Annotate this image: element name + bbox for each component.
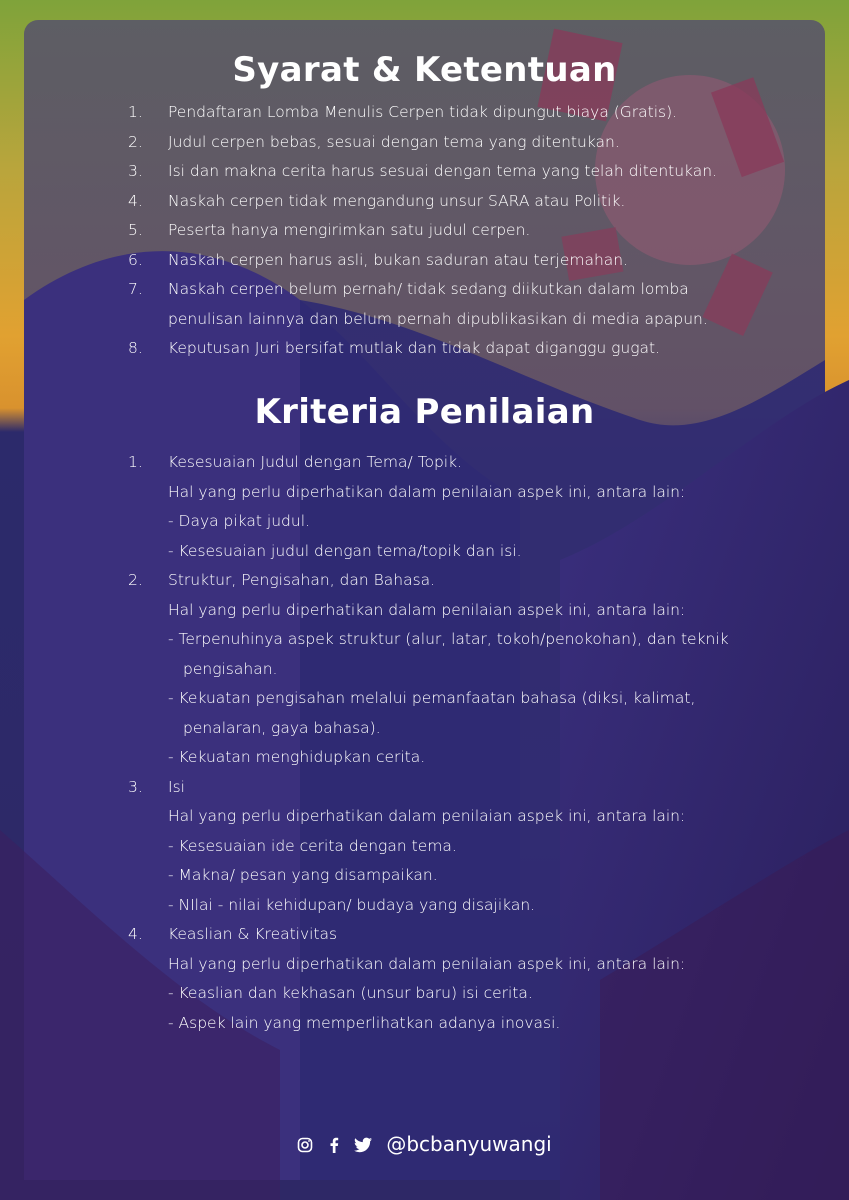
item-text: Naskah cerpen belum pernah/ tidak sedang diikutkan dalam lomba penulisan lainnya dan belum pernah dipublikasikan di media apapun. — [168, 280, 708, 328]
criteria-title: Keaslian & Kreativitas — [168, 925, 338, 943]
kriteria-item — [128, 448, 768, 566]
syarat-item — [128, 128, 768, 158]
criteria-point: - Kekuatan pengisahan melalui pemanfaatan bahasa (diksi, kalimat, penalaran, gaya bahasa). — [168, 689, 696, 737]
criteria-point: - Kesesuaian ide cerita dengan tema. — [168, 836, 457, 855]
criteria-point: - Daya pikat judul. — [168, 512, 310, 530]
instagram-icon[interactable] — [297, 1134, 313, 1158]
item-number: 5. — [128, 221, 143, 239]
kriteria-heading: Kriteria Penilaian — [254, 392, 595, 432]
item-text: Naskah cerpen harus asli, bukan saduran atau terjemahan. — [168, 250, 629, 269]
item-number: 6. — [128, 250, 143, 269]
syarat-item — [128, 216, 768, 246]
item-number: 2. — [128, 132, 143, 151]
syarat-item — [128, 334, 768, 364]
item-number: 2. — [128, 571, 143, 589]
kriteria-list — [128, 448, 768, 1038]
criteria-point: - Terpenuhinya aspek struktur (alur, latar, tokoh/penokohan), dan teknik pengisahan. — [168, 630, 729, 678]
criteria-intro: Hal yang perlu diperhatikan dalam penilaian aspek ini, antara lain: — [168, 807, 686, 825]
criteria-point: - Kekuatan menghidupkan cerita. — [168, 748, 426, 766]
twitter-icon[interactable] — [354, 1134, 372, 1158]
kriteria-item — [128, 773, 768, 921]
item-text: Keputusan Juri bersifat mutlak dan tidak dapat diganggu gugat. — [168, 339, 661, 357]
criteria-point: - Keaslian dan kekhasan (unsur baru) isi cerita. — [168, 984, 533, 1002]
criteria-point: - Makna/ pesan yang disampaikan. — [168, 866, 438, 884]
footer — [0, 1132, 849, 1158]
kriteria-item — [128, 920, 768, 1038]
syarat-item — [128, 187, 768, 217]
item-text: Judul cerpen bebas, sesuai dengan tema yang ditentukan. — [168, 132, 620, 151]
criteria-intro: Hal yang perlu diperhatikan dalam penilaian aspek ini, antara lain: — [168, 954, 686, 973]
item-number: 4. — [128, 191, 143, 210]
syarat-item — [128, 246, 768, 276]
item-number: 3. — [128, 777, 143, 796]
item-number: 7. — [128, 280, 143, 298]
facebook-icon[interactable] — [328, 1134, 340, 1158]
item-number: 1. — [128, 103, 143, 121]
criteria-title: Struktur, Pengisahan, dan Bahasa. — [168, 571, 436, 589]
syarat-item — [128, 275, 768, 334]
kriteria-item — [128, 566, 768, 773]
item-number: 4. — [128, 925, 143, 943]
criteria-point: - Aspek lain yang memperlihatkan adanya inovasi. — [168, 1013, 561, 1032]
criteria-intro: Hal yang perlu diperhatikan dalam penilaian aspek ini, antara lain: — [168, 600, 686, 619]
syarat-list — [128, 98, 768, 364]
item-number: 1. — [128, 453, 143, 471]
item-number: 8. — [128, 339, 143, 357]
item-text: Peserta hanya mengirimkan satu judul cerpen. — [168, 221, 531, 239]
criteria-title: Kesesuaian Judul dengan Tema/ Topik. — [168, 453, 463, 471]
criteria-intro: Hal yang perlu diperhatikan dalam penilaian aspek ini, antara lain: — [168, 482, 686, 501]
social-handle[interactable]: @bcbanyuwangi — [386, 1132, 552, 1156]
item-number: 3. — [128, 162, 143, 180]
criteria-title: Isi — [168, 777, 185, 796]
syarat-item — [128, 157, 768, 187]
syarat-item — [128, 98, 768, 128]
item-text: Isi dan makna cerita harus sesuai dengan tema yang telah ditentukan. — [168, 162, 718, 180]
syarat-heading: Syarat & Ketentuan — [232, 50, 617, 90]
item-text: Naskah cerpen tidak mengandung unsur SARA atau Politik. — [168, 191, 626, 210]
criteria-point: - NIlai - nilai kehidupan/ budaya yang disajikan. — [168, 895, 536, 914]
item-text: Pendaftaran Lomba Menulis Cerpen tidak dipungut biaya (Gratis). — [168, 103, 678, 121]
criteria-point: - Kesesuaian judul dengan tema/topik dan isi. — [168, 541, 522, 560]
